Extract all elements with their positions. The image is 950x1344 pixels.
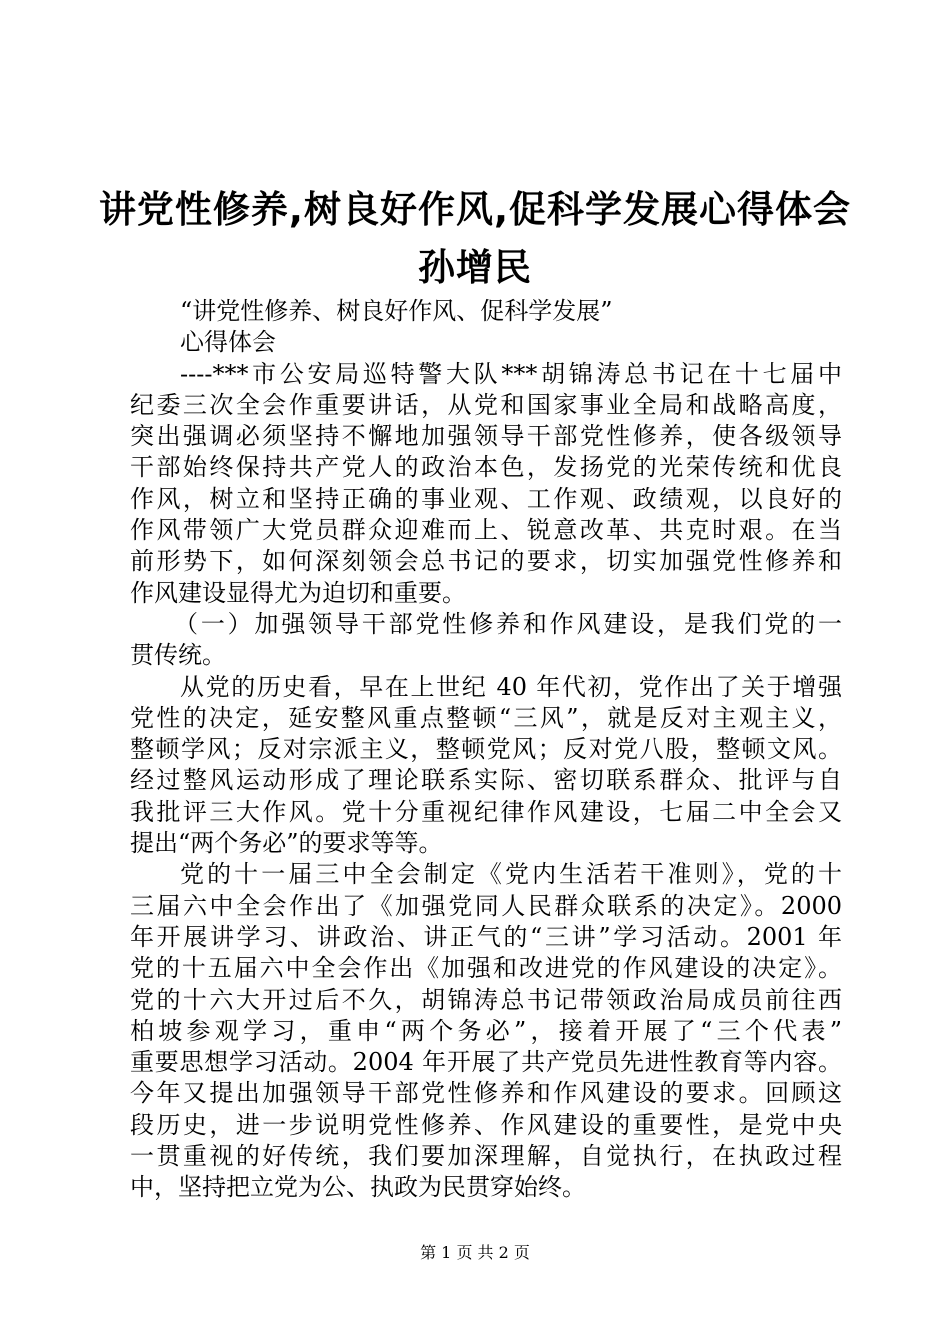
body-line: 前形势下，如何深刻领会总书记的要求，切实加强党性修养和 (130, 547, 842, 576)
body-line: 党的十六大开过后不久，胡锦涛总书记带领政治局成员前往西 (130, 985, 842, 1014)
page-footer: 第 1 页 共 2 页 (420, 1243, 530, 1262)
body-line: ----***市公安局巡特警大队***胡锦涛总书记在十七届中 (180, 359, 842, 388)
body-line: 党的十五届六中全会作出《加强和改进党的作风建设的决定》。 (130, 954, 842, 983)
body-line: 我批评三大作风。党十分重视纪律作风建设，七届二中全会又 (130, 797, 842, 826)
body-line: 重要思想学习活动。2004 年开展了共产党员先进性教育等内容。 (130, 1048, 842, 1077)
author-name: 孙增民 (418, 246, 532, 289)
body-line: 心得体会 (180, 328, 276, 357)
body-line: 从党的历史看，早在上世纪 40 年代初，党作出了关于增强 (180, 672, 842, 701)
body-line: 作风，树立和坚持正确的事业观、工作观、政绩观，以良好的 (130, 484, 842, 513)
body-line: 中，坚持把立党为公、执政为民贯穿始终。 (130, 1173, 586, 1202)
body-line: 整顿学风；反对宗派主义，整顿党风；反对党八股，整顿文风。 (130, 735, 842, 764)
body-line: 贯传统。 (130, 641, 226, 670)
body-line: 作风带领广大党员群众迎难而上、锐意改革、共克时艰。在当 (130, 516, 842, 545)
body-line: “讲党性修养、树良好作风、促科学发展” (180, 297, 613, 325)
document-title: 讲党性修养,树良好作风,促科学发展心得体会 (98, 188, 852, 231)
body-line: 提出“两个务必”的要求等等。 (130, 829, 443, 858)
document-body (130, 296, 842, 1204)
body-line: 三届六中全会作出了《加强党同人民群众联系的决定》。2000 (130, 891, 842, 920)
body-line: 段历史，进一步说明党性修养、作风建设的重要性，是党中央 (130, 1110, 842, 1139)
body-line: 突出强调必须坚持不懈地加强领导干部党性修养，使各级领导 (130, 422, 842, 451)
body-line: 一贯重视的好传统，我们要加深理解，自觉执行，在执政过程 (130, 1142, 842, 1171)
body-line: 作风建设显得尤为迫切和重要。 (130, 578, 466, 607)
body-line: 党的十一届三中全会制定《党内生活若干准则》，党的十 (180, 860, 842, 889)
body-line: 党性的决定，延安整风重点整顿“三风”，就是反对主观主义， (130, 703, 842, 732)
body-line: 干部始终保持共产党人的政治本色，发扬党的光荣传统和优良 (130, 453, 842, 482)
body-line: 纪委三次全会作重要讲话，从党和国家事业全局和战略高度， (130, 390, 842, 419)
body-line: 经过整风运动形成了理论联系实际、密切联系群众、批评与自 (130, 766, 842, 795)
body-line: （一）加强领导干部党性修养和作风建设，是我们党的一 (174, 609, 842, 638)
body-line: 年开展讲学习、讲政治、讲正气的“三讲”学习活动。2001 年 (130, 922, 842, 951)
body-line: 今年又提出加强领导干部党性修养和作风建设的要求。回顾这 (130, 1079, 842, 1108)
body-line: 柏坡参观学习，重申“两个务必”，接着开展了“三个代表” (130, 1016, 842, 1045)
